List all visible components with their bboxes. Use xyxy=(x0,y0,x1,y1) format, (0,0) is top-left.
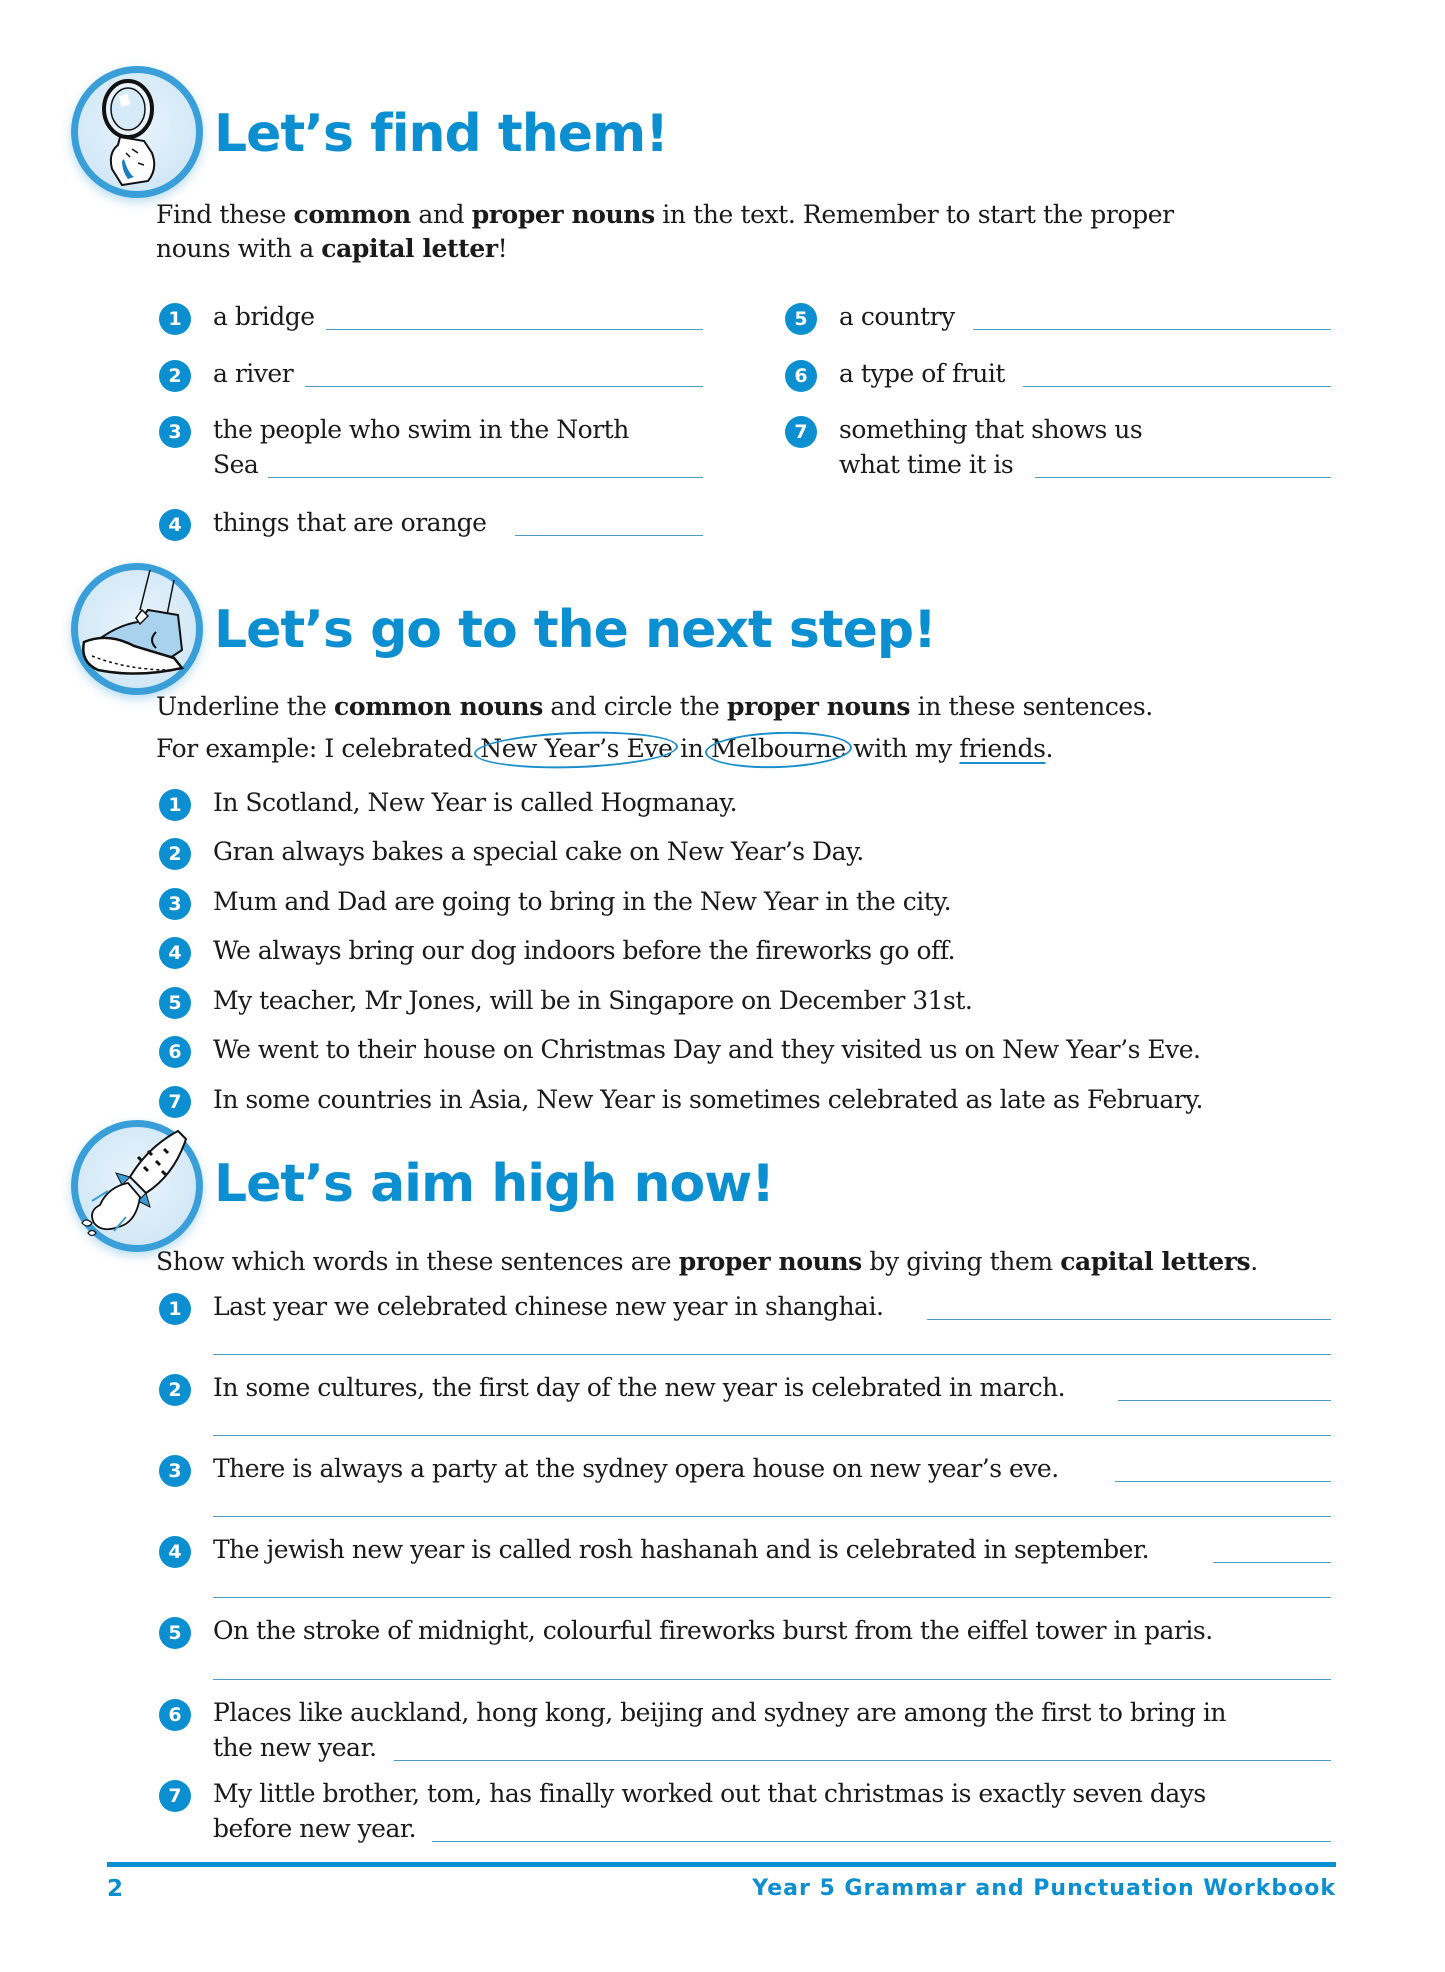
number-badge: 2 xyxy=(159,838,191,870)
sentence-text: Last year we celebrated chinese new year in shanghai. xyxy=(213,1292,884,1321)
section-title-find-them: Let’s find them! xyxy=(214,104,668,164)
answer-line[interactable] xyxy=(515,535,703,536)
sentence-text: The jewish new year is called rosh hashanah and is celebrated in september. xyxy=(213,1535,1150,1564)
number-badge: 5 xyxy=(159,1617,191,1649)
answer-line[interactable] xyxy=(394,1760,1331,1761)
item-label: a type of fruit xyxy=(839,359,1005,388)
page-number: 2 xyxy=(107,1876,124,1902)
sentence-text-line2: before new year. xyxy=(213,1814,417,1843)
section2-example: For example: I celebrated New Year’s Eve in Melbourne with my friends. xyxy=(156,732,1053,766)
item-label: things that are orange xyxy=(213,508,487,537)
sneaker-shoe-icon xyxy=(71,563,203,695)
number-badge: 3 xyxy=(159,416,191,448)
number-badge: 2 xyxy=(159,1374,191,1406)
answer-line[interactable] xyxy=(1213,1562,1331,1563)
item-label-line2: Sea xyxy=(213,450,259,479)
underlined-common-noun: friends xyxy=(959,734,1046,763)
answer-line[interactable] xyxy=(1035,477,1331,478)
number-badge: 3 xyxy=(159,1455,191,1487)
sentence-text[interactable]: My teacher, Mr Jones, will be in Singapore on December 31st. xyxy=(213,986,973,1015)
number-badge: 7 xyxy=(159,1780,191,1812)
number-badge: 2 xyxy=(159,360,191,392)
section1-instruction-line2: nouns with a capital letter! xyxy=(156,234,508,263)
answer-line-2[interactable] xyxy=(213,1679,1331,1680)
section3-instruction: Show which words in these sentences are proper nouns by giving them capital letters. xyxy=(156,1247,1258,1276)
sentence-text: Places like auckland, hong kong, beijing and sydney are among the first to bring in xyxy=(213,1698,1226,1727)
number-badge: 7 xyxy=(159,1086,191,1118)
item-label: a bridge xyxy=(213,302,315,331)
answer-line[interactable] xyxy=(1115,1481,1331,1482)
number-badge: 1 xyxy=(159,1293,191,1325)
answer-line[interactable] xyxy=(326,329,703,330)
sentence-text-line2: the new year. xyxy=(213,1733,377,1762)
rocket-icon xyxy=(71,1120,203,1252)
sentence-text: On the stroke of midnight, colourful fireworks burst from the eiffel tower in paris. xyxy=(213,1616,1213,1645)
answer-line[interactable] xyxy=(432,1841,1331,1842)
section-title-aim-high: Let’s aim high now! xyxy=(214,1154,774,1214)
answer-line[interactable] xyxy=(305,386,703,387)
sentence-text[interactable]: We always bring our dog indoors before the fireworks go off. xyxy=(213,936,956,965)
sentence-text[interactable]: Gran always bakes a special cake on New Year’s Day. xyxy=(213,837,864,866)
item-label: something that shows us xyxy=(839,415,1143,444)
circled-proper-noun: New Year’s Eve xyxy=(480,732,672,766)
item-label-line2: what time it is xyxy=(839,450,1014,479)
number-badge: 4 xyxy=(159,1536,191,1568)
answer-line[interactable] xyxy=(973,329,1331,330)
number-badge: 5 xyxy=(785,303,817,335)
number-badge: 1 xyxy=(159,303,191,335)
sentence-text[interactable]: We went to their house on Christmas Day and they visited us on New Year’s Eve. xyxy=(213,1035,1201,1064)
answer-line-2[interactable] xyxy=(213,1354,1331,1355)
answer-line[interactable] xyxy=(268,477,703,478)
section-title-next-step: Let’s go to the next step! xyxy=(214,600,936,660)
item-label: a river xyxy=(213,359,294,388)
number-badge: 1 xyxy=(159,789,191,821)
circled-proper-noun: Melbourne xyxy=(711,732,846,766)
sentence-text[interactable]: In Scotland, New Year is called Hogmanay. xyxy=(213,788,738,817)
sentence-text: My little brother, tom, has finally worked out that christmas is exactly seven days xyxy=(213,1779,1206,1808)
number-badge: 4 xyxy=(159,937,191,969)
answer-line[interactable] xyxy=(1023,386,1331,387)
number-badge: 4 xyxy=(159,509,191,541)
section1-instruction: Find these common and proper nouns in the text. Remember to start the proper xyxy=(156,200,1174,229)
section2-instruction: Underline the common nouns and circle the proper nouns in these sentences. xyxy=(156,692,1153,721)
sentence-text[interactable]: Mum and Dad are going to bring in the New Year in the city. xyxy=(213,887,952,916)
item-label: the people who swim in the North xyxy=(213,415,629,444)
answer-line-2[interactable] xyxy=(213,1597,1331,1598)
number-badge: 6 xyxy=(159,1699,191,1731)
sentence-text[interactable]: In some countries in Asia, New Year is sometimes celebrated as late as February. xyxy=(213,1085,1203,1114)
number-badge: 6 xyxy=(785,360,817,392)
number-badge: 5 xyxy=(159,987,191,1019)
answer-line-2[interactable] xyxy=(213,1435,1331,1436)
answer-line[interactable] xyxy=(927,1319,1331,1320)
sentence-text: In some cultures, the first day of the new year is celebrated in march. xyxy=(213,1373,1066,1402)
book-title: Year 5 Grammar and Punctuation Workbook xyxy=(752,1876,1336,1901)
sentence-text: There is always a party at the sydney opera house on new year’s eve. xyxy=(213,1454,1059,1483)
item-label: a country xyxy=(839,302,955,331)
number-badge: 7 xyxy=(785,416,817,448)
magnifying-glass-icon xyxy=(71,66,203,198)
answer-line[interactable] xyxy=(1118,1400,1331,1401)
number-badge: 3 xyxy=(159,888,191,920)
footer-divider xyxy=(107,1862,1336,1867)
number-badge: 6 xyxy=(159,1036,191,1068)
answer-line-2[interactable] xyxy=(213,1516,1331,1517)
